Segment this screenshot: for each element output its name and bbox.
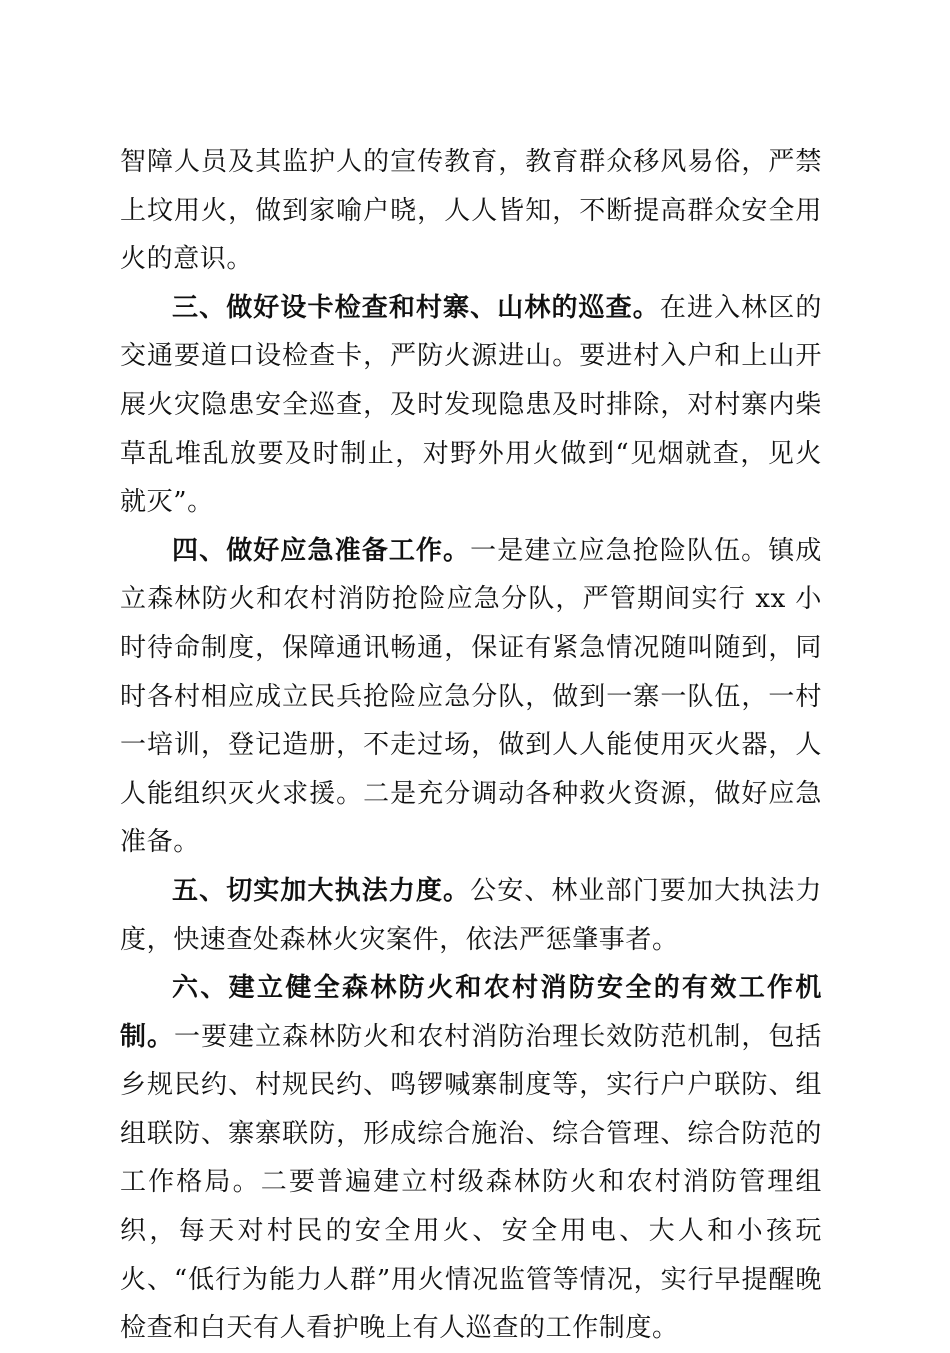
paragraph-section-3 [120,284,822,527]
paragraph-text: 智障人员及其监护人的宣传教育，教育群众移风易俗，严禁上坟用火，做到家喻户晓，人人皆知，不断提高群众安全用火的意识。 [120,147,822,275]
paragraph-section-4 [120,527,822,867]
paragraph-text: 一是建立应急抢险队伍。镇成立森林防火和农村消防抢险应急分队，严管期间实行 xx 小时待命制度，保障通讯畅通，保证有紧急情况随叫随到，同时各村相应成立民兵抢险应急分队，做到一寨一队伍，一村一培训，登记造册，不走过场，做到人人能使用灭火器，人人能组织灭火求援。二是充分调动各种救火资源，做好应急准备。 [120,535,822,858]
paragraph-section-6 [120,964,822,1353]
paragraph-continuation [120,138,822,284]
section-heading: 六、建立健全森林防火和农村消防安全的有效工作机制。 [120,973,822,1052]
paragraph-text: 在进入林区的交通要道口设检查卡，严防火源进山。要进村入户和上山开展火灾隐患安全巡查，及时发现隐患及时排除，对村寨内柴草乱堆乱放要及时制止，对野外用火做到“见烟就查，见火就灭”。 [120,292,822,518]
paragraph-text: 公安、林业部门要加大执法力度，快速查处森林火灾案件，依法严惩肇事者。 [120,875,822,955]
document-page [120,138,822,1353]
paragraph-section-5 [120,867,822,964]
section-heading: 四、做好应急准备工作。 [172,535,471,566]
section-heading: 三、做好设卡检查和村寨、山林的巡查。 [172,292,660,323]
section-heading: 五、切实加大执法力度。 [172,875,471,906]
paragraph-text: 一要建立森林防火和农村消防治理长效防范机制，包括乡规民约、村规民约、鸣锣喊寨制度等，实行户户联防、组组联防、寨寨联防，形成综合施治、综合管理、综合防范的工作格局。二要普遍建立村级森林防火和农村消防管理组织，每天对村民的安全用火、安全用电、大人和小孩玩火、“低行为能力人群”用火情况监管等情况，实行早提醒晚检查和白天有人看护晚上有人巡查的工作制度。 [120,1021,823,1344]
